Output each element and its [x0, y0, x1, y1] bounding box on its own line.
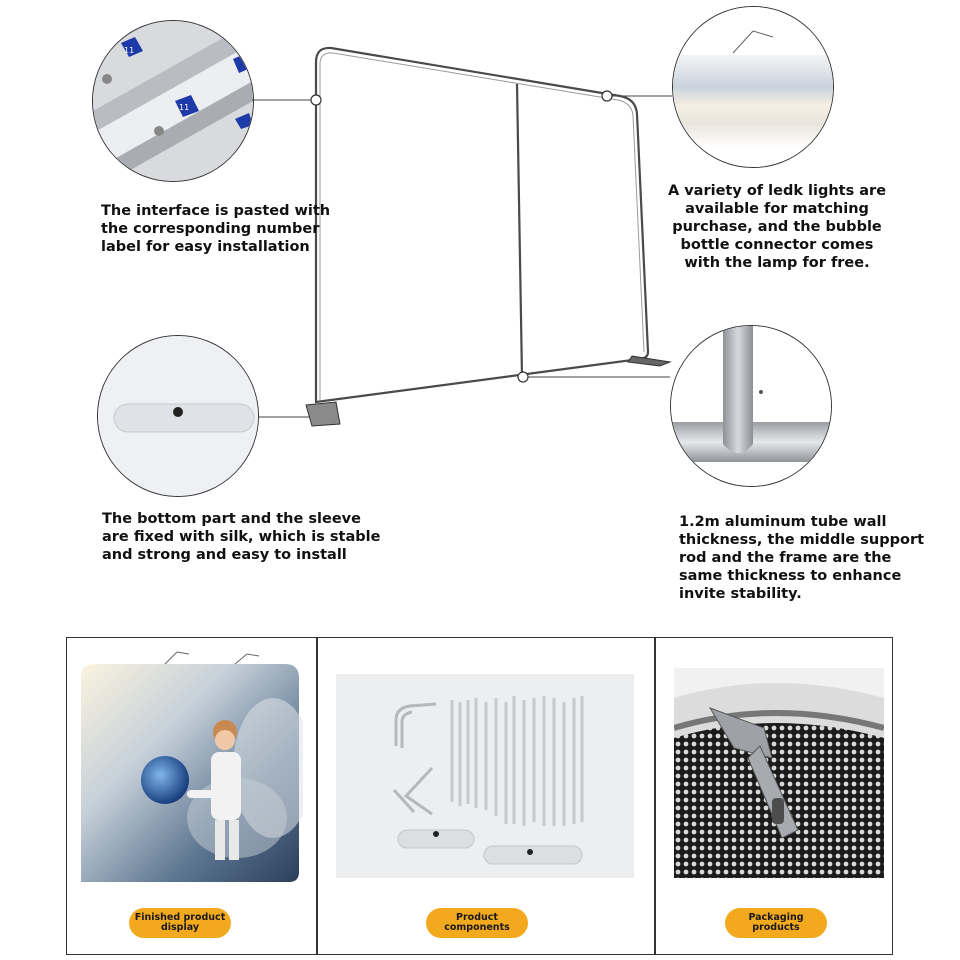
finished-display-image: [77, 648, 303, 888]
base-foot-left: [306, 402, 340, 426]
panel-packaging: [655, 637, 893, 955]
number-label-closeup: [93, 21, 253, 181]
led-light-closeup: [673, 7, 833, 167]
label-badge-text: 11: [124, 46, 135, 55]
label-badge-text: 11: [179, 103, 190, 112]
connector-marker: [311, 95, 321, 105]
caption-base-sleeve: The bottom part and the sleeve are fixed with silk, which is stable and strong and easy to install: [102, 511, 381, 563]
packaging-image: [674, 668, 884, 878]
caption-number-labels: The interface is pasted with the corresponding number label for easy installation: [101, 203, 331, 255]
aluminum-tube-closeup: [671, 326, 831, 486]
connector-marker: [518, 372, 528, 382]
panel-label-packaging: Packaging products: [725, 908, 827, 938]
panel-label-finished-display: Finished product display: [129, 908, 231, 938]
detail-circle-led-light: [672, 6, 834, 168]
component-base-plate: [484, 846, 582, 864]
detail-circle-aluminum-tube: [670, 325, 832, 487]
panel-finished-display: [66, 637, 317, 955]
product-components-image: [336, 674, 634, 878]
caption-led-lights: A variety of ledk lights are available for matching purchase, and the bubble bottle connector comes with the lamp for free.: [667, 183, 887, 271]
base-foot-right: [628, 356, 670, 366]
frame-outline: [316, 48, 648, 402]
caption-aluminum-tube: 1.2m aluminum tube wall thickness, the middle support rod and the frame are the same thickness to enhance invite stability.: [679, 514, 925, 602]
detail-circle-number-labels: [92, 20, 254, 182]
middle-support-rod: [517, 84, 522, 376]
frame-inner-edge: [320, 53, 644, 400]
panel-label-product-components: Product components: [426, 908, 528, 938]
panel-product-components: [317, 637, 655, 955]
base-plate-closeup: [98, 336, 258, 496]
connector-marker: [602, 91, 612, 101]
detail-circle-base-plate: [97, 335, 259, 497]
